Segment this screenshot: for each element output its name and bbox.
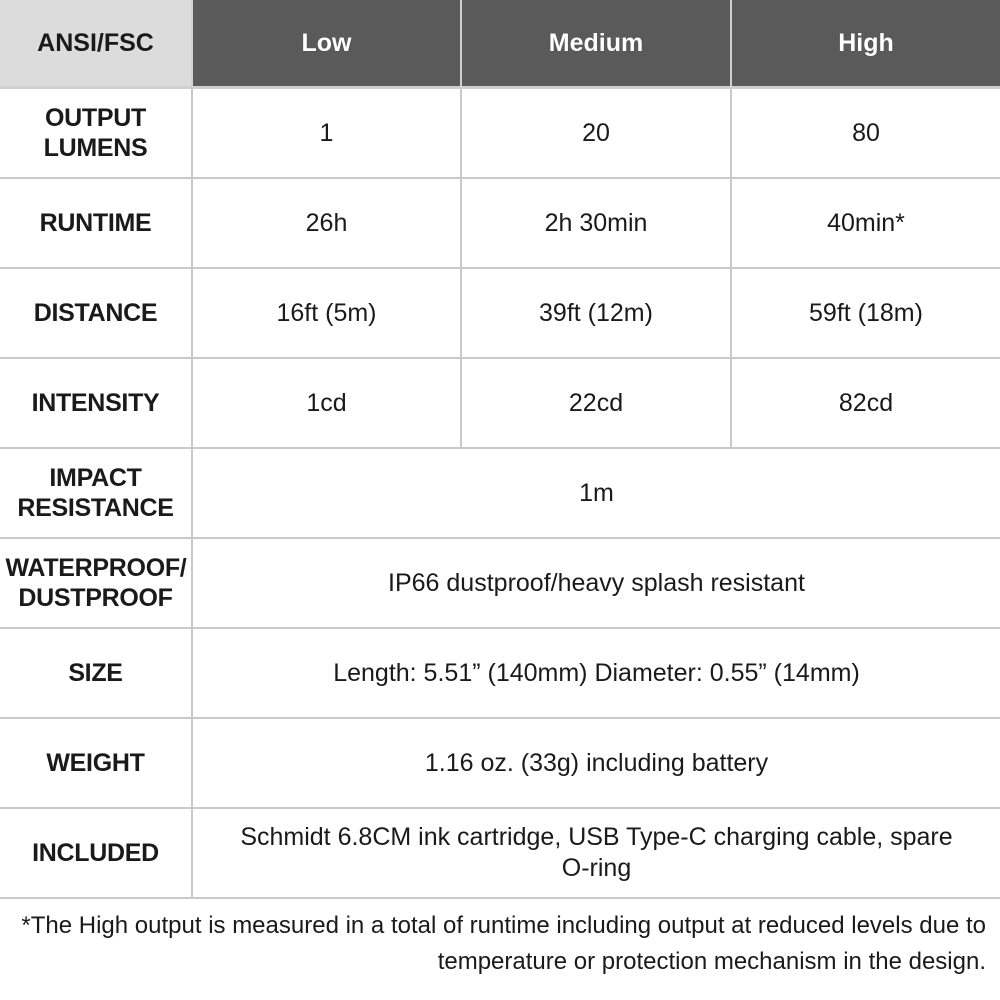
row-label-text: WATERPROOF/ DUSTPROOF: [5, 554, 187, 612]
row-label: WEIGHT: [0, 718, 192, 808]
row-label: DISTANCE: [0, 268, 192, 358]
row-label: [0, 538, 192, 628]
row-impact-resistance: [0, 448, 1000, 538]
row-output-lumens: [0, 88, 1000, 179]
value-medium: 39ft (12m): [461, 268, 731, 358]
row-weight: [0, 718, 1000, 808]
value-high: 80: [731, 88, 1000, 179]
row-label: INCLUDED: [0, 808, 192, 898]
value-medium: 22cd: [461, 358, 731, 448]
header-mode-high: High: [731, 0, 1000, 88]
value-high: 82cd: [731, 358, 1000, 448]
value-low: 16ft (5m): [192, 268, 461, 358]
header-standard-label: ANSI/FSC: [0, 0, 192, 88]
table-header-row: [0, 0, 1000, 88]
row-distance: [0, 268, 1000, 358]
row-runtime: [0, 178, 1000, 268]
value-all-modes: 1m: [192, 448, 1000, 538]
row-label: [0, 448, 192, 538]
row-waterproof-dustproof: [0, 538, 1000, 628]
value-all-modes: Schmidt 6.8CM ink cartridge, USB Type-C charging cable, spare O-ring: [192, 808, 1000, 898]
value-all-modes: 1.16 oz. (33g) including battery: [192, 718, 1000, 808]
value-high: 40min*: [731, 178, 1000, 268]
value-all-modes: Length: 5.51” (140mm) Diameter: 0.55” (14mm): [192, 628, 1000, 718]
header-mode-medium: Medium: [461, 0, 731, 88]
row-label-text: OUTPUT LUMENS: [43, 104, 148, 162]
row-intensity: [0, 358, 1000, 448]
value-low: 26h: [192, 178, 461, 268]
row-label: [0, 88, 192, 179]
row-label: SIZE: [0, 628, 192, 718]
value-medium: 2h 30min: [461, 178, 731, 268]
row-label: INTENSITY: [0, 358, 192, 448]
header-mode-low: Low: [192, 0, 461, 88]
row-included: [0, 808, 1000, 898]
value-medium: 20: [461, 88, 731, 179]
row-size: [0, 628, 1000, 718]
value-low: 1cd: [192, 358, 461, 448]
value-high: 59ft (18m): [731, 268, 1000, 358]
value-low: 1: [192, 88, 461, 179]
footnote: *The High output is measured in a total of runtime including output at reduced levels due to temperature or protection mechanism in the design.: [21, 912, 986, 975]
value-all-modes: IP66 dustproof/heavy splash resistant: [192, 538, 1000, 628]
row-label-text: IMPACT RESISTANCE: [17, 464, 174, 522]
row-label: RUNTIME: [0, 178, 192, 268]
